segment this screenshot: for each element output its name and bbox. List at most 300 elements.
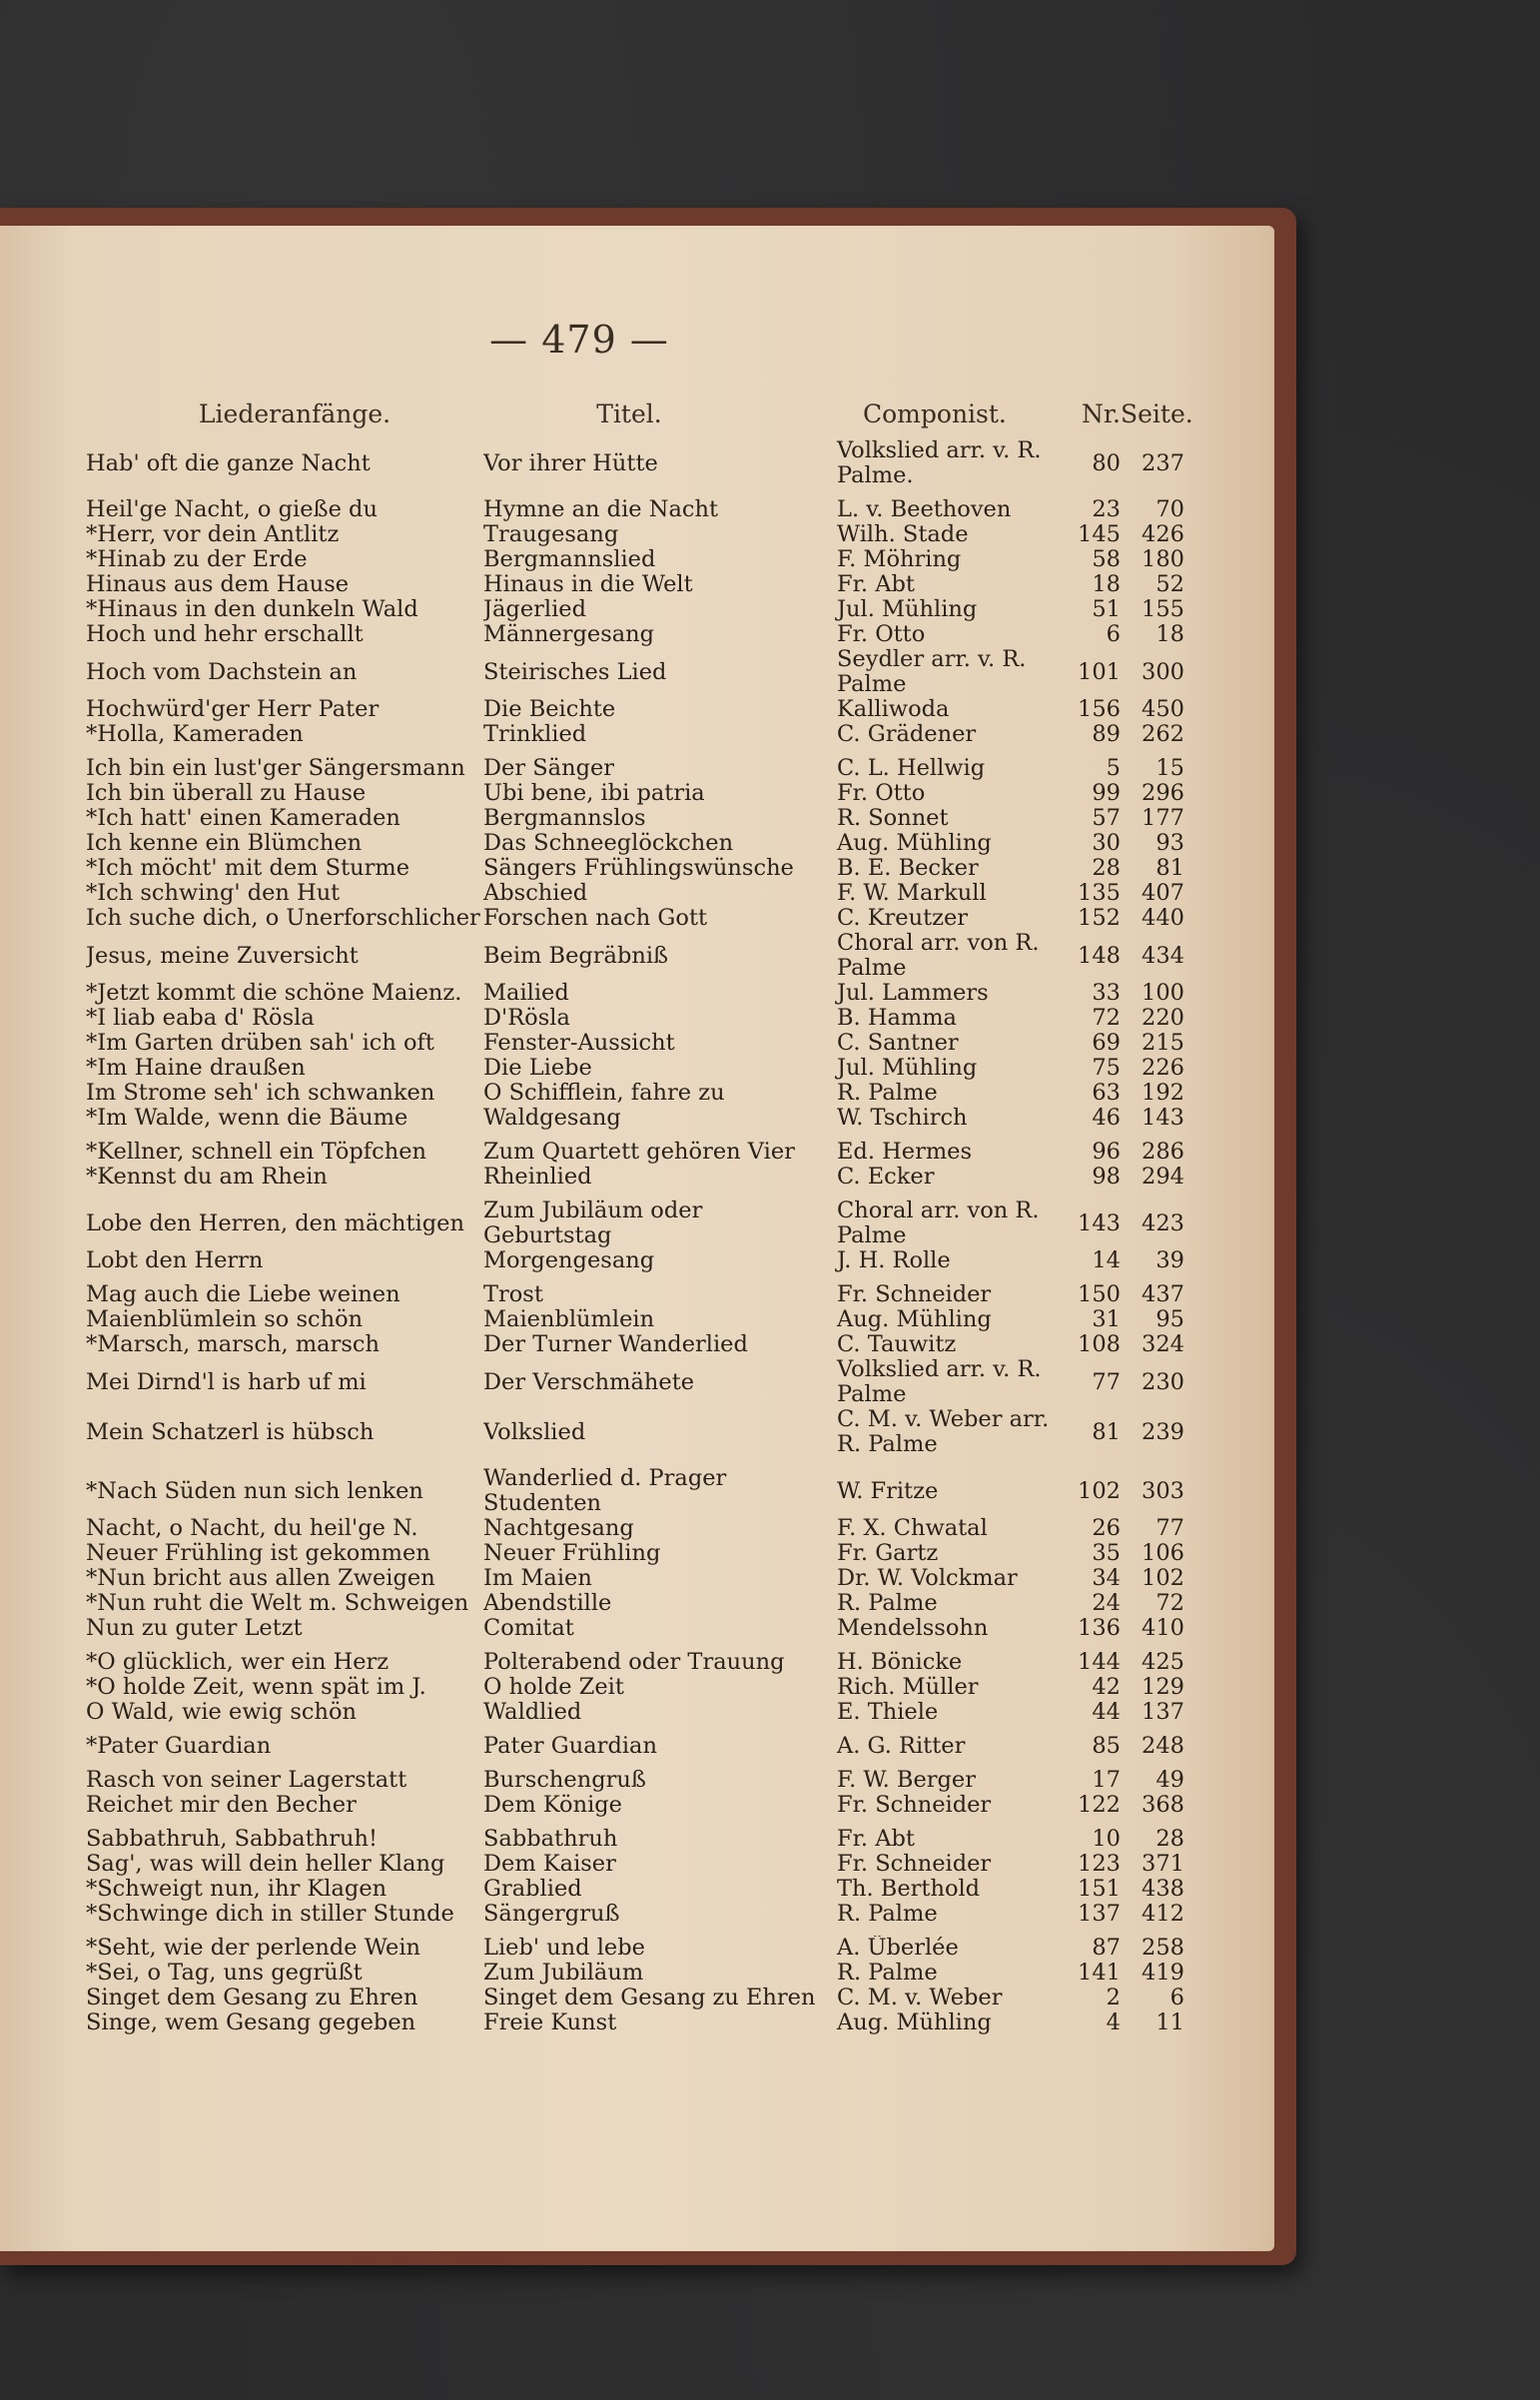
nr-cell: 31 <box>1092 1307 1121 1332</box>
table-row <box>86 622 1184 647</box>
table-row <box>86 697 1184 722</box>
table-row <box>86 1700 1184 1725</box>
first-line-cell: Singet dem Gesang zu Ehren <box>86 1986 418 2010</box>
title-cell: Freie Kunst <box>483 2010 617 2035</box>
title-cell: Der Sänger <box>483 756 615 781</box>
first-line-cell: Ich bin ein lust'ger Sängersmann <box>86 756 465 781</box>
table-row <box>86 1516 1184 1541</box>
nr-cell: 18 <box>1092 572 1121 597</box>
title-cell: Im Maien <box>483 1566 592 1591</box>
composer-cell: Dr. W. Volckmar <box>837 1566 1018 1591</box>
page-cell: 52 <box>1155 572 1184 597</box>
page-cell: 106 <box>1142 1541 1184 1566</box>
first-line-cell: *Kennst du am Rhein <box>86 1165 328 1190</box>
table-header <box>86 400 1193 428</box>
page-cell: 102 <box>1142 1566 1184 1591</box>
nr-cell: 135 <box>1078 881 1121 906</box>
first-line-cell: *Marsch, marsch, marsch <box>86 1332 380 1357</box>
title-cell: Neuer Frühling <box>483 1541 661 1566</box>
table-row <box>86 1006 1184 1031</box>
first-line-cell: *Jetzt kommt die schöne Maienz. <box>86 981 462 1006</box>
composer-cell: R. Palme <box>837 1081 938 1106</box>
composer-cell: Fr. Schneider <box>837 1852 992 1877</box>
page-cell: 6 <box>1169 1986 1184 2010</box>
page-cell: 425 <box>1142 1650 1184 1675</box>
composer-cell: Aug. Mühling <box>837 2010 992 2035</box>
page-cell: 437 <box>1142 1282 1184 1307</box>
page-cell: 49 <box>1155 1768 1184 1793</box>
title-cell: Burschengruß <box>483 1768 646 1793</box>
composer-cell: H. Bönicke <box>837 1650 963 1675</box>
composer-cell: Kalliwoda <box>837 697 950 722</box>
title-cell: Polterabend oder Trauung <box>483 1650 785 1675</box>
page-cell: 95 <box>1155 1307 1184 1332</box>
composer-cell: E. Thiele <box>837 1700 939 1725</box>
table-row <box>86 981 1184 1006</box>
composer-cell: Wilh. Stade <box>837 522 969 547</box>
page-cell: 93 <box>1155 831 1184 856</box>
nr-cell: 51 <box>1092 597 1121 622</box>
header-page: Seite. <box>1121 400 1193 428</box>
page-cell: 262 <box>1142 722 1184 747</box>
title-cell: Hinaus in die Welt <box>483 572 693 597</box>
first-line-cell: Hoch vom Dachstein an <box>86 659 358 685</box>
page-number: — 479 — <box>489 318 669 362</box>
composer-cell: R. Palme <box>837 1902 938 1927</box>
table-row <box>86 722 1184 747</box>
first-line-cell: Rasch von seiner Lagerstatt <box>86 1768 407 1793</box>
table-row <box>86 1591 1184 1616</box>
nr-cell: 96 <box>1092 1140 1121 1165</box>
nr-cell: 122 <box>1078 1793 1121 1818</box>
nr-cell: 14 <box>1092 1248 1121 1273</box>
composer-cell: F. W. Berger <box>837 1768 976 1793</box>
nr-cell: 33 <box>1092 981 1121 1006</box>
title-cell: Beim Begräbniß <box>483 943 669 969</box>
table-row <box>86 597 1184 622</box>
title-cell: Bergmannslied <box>483 547 656 572</box>
table-row <box>86 1332 1184 1357</box>
page-cell: 192 <box>1142 1081 1184 1106</box>
first-line-cell: *Ich hatt' einen Kameraden <box>86 806 400 831</box>
table-row <box>86 1902 1184 1927</box>
composer-cell: Jul. Mühling <box>837 1056 978 1081</box>
composer-cell: B. E. Becker <box>837 856 979 881</box>
page-cell: 410 <box>1142 1616 1184 1641</box>
composer-cell: Th. Berthold <box>837 1877 981 1902</box>
table-row <box>86 1986 1184 2010</box>
composer-cell: Aug. Mühling <box>837 831 992 856</box>
table-row <box>86 1140 1184 1165</box>
composer-cell: Jul. Mühling <box>837 597 978 622</box>
composer-cell: Choral arr. von R. Palme <box>837 1199 1040 1248</box>
page-cell: 324 <box>1142 1332 1184 1357</box>
composer-cell: Rich. Müller <box>837 1675 979 1700</box>
first-line-cell: *Holla, Kameraden <box>86 722 304 747</box>
table-row <box>86 1541 1184 1566</box>
page-cell: 72 <box>1155 1591 1184 1616</box>
first-line-cell: Maienblümlein so schön <box>86 1307 364 1332</box>
composer-cell: A. G. Ritter <box>837 1734 966 1759</box>
table-row <box>86 781 1184 806</box>
title-cell: Zum Jubiläum oder Geburtstag <box>483 1199 703 1248</box>
table-row <box>86 1199 1184 1248</box>
title-cell: O holde Zeit <box>483 1675 624 1700</box>
title-cell: Steirisches Lied <box>483 659 667 685</box>
nr-cell: 156 <box>1078 697 1121 722</box>
page-cell: 286 <box>1142 1140 1184 1165</box>
page-cell: 239 <box>1142 1419 1184 1445</box>
page-cell: 129 <box>1142 1675 1184 1700</box>
first-line-cell: *Im Walde, wenn die Bäume <box>86 1106 408 1131</box>
title-cell: Grablied <box>483 1877 582 1902</box>
table-row <box>86 1407 1184 1457</box>
title-cell: Maienblümlein <box>483 1307 655 1332</box>
title-cell: Lieb' und lebe <box>483 1936 645 1961</box>
first-line-cell: Lobe den Herren, den mächtigen <box>86 1210 464 1236</box>
first-line-cell: *O glücklich, wer ein Herz <box>86 1650 389 1675</box>
first-line-cell: *Sei, o Tag, uns gegrüßt <box>86 1961 363 1986</box>
page-cell: 11 <box>1155 2010 1184 2035</box>
composer-cell: C. Kreutzer <box>837 906 969 931</box>
nr-cell: 34 <box>1092 1566 1121 1591</box>
composer-cell: C. Grädener <box>837 722 977 747</box>
table-row <box>86 756 1184 781</box>
first-line-cell: Ich kenne ein Blümchen <box>86 831 363 856</box>
title-cell: Wanderlied d. Prager Studenten <box>483 1466 727 1516</box>
table-row <box>86 1877 1184 1902</box>
nr-cell: 58 <box>1092 547 1121 572</box>
composer-cell: Volkslied arr. v. R. Palme <box>837 1357 1042 1407</box>
title-cell: Sabbathruh <box>483 1827 618 1852</box>
page-cell: 300 <box>1142 659 1184 685</box>
first-line-cell: *Schweigt nun, ihr Klagen <box>86 1877 387 1902</box>
table-row <box>86 1793 1184 1818</box>
composer-cell: Fr. Schneider <box>837 1793 992 1818</box>
composer-cell: A. Überlée <box>837 1936 959 1961</box>
table-row <box>86 1307 1184 1332</box>
nr-cell: 2 <box>1106 1986 1121 2010</box>
page-cell: 419 <box>1142 1961 1184 1986</box>
title-cell: Zum Quartett gehören Vier <box>483 1140 795 1165</box>
composer-cell: C. M. v. Weber arr. R. Palme <box>837 1407 1050 1457</box>
title-cell: Forschen nach Gott <box>483 906 708 931</box>
table-row <box>86 806 1184 831</box>
nr-cell: 17 <box>1092 1768 1121 1793</box>
nr-cell: 108 <box>1078 1332 1121 1357</box>
table-row <box>86 931 1184 981</box>
page-cell: 137 <box>1142 1700 1184 1725</box>
title-cell: Sängergruß <box>483 1902 620 1927</box>
composer-cell: F. Möhring <box>837 547 962 572</box>
nr-cell: 72 <box>1092 1006 1121 1031</box>
page-cell: 438 <box>1142 1877 1184 1902</box>
title-cell: Traugesang <box>483 522 619 547</box>
table-row <box>86 831 1184 856</box>
first-line-cell: *Nach Süden nun sich lenken <box>86 1478 423 1504</box>
composer-cell: R. Palme <box>837 1961 938 1986</box>
nr-cell: 150 <box>1078 1282 1121 1307</box>
table-row <box>86 856 1184 881</box>
table-row <box>86 1675 1184 1700</box>
table-row <box>86 1248 1184 1273</box>
page-cell: 423 <box>1142 1210 1184 1236</box>
first-line-cell: Hab' oft die ganze Nacht <box>86 450 371 476</box>
first-line-cell: Nun zu guter Letzt <box>86 1616 303 1641</box>
first-line-cell: Lobt den Herrn <box>86 1248 264 1273</box>
nr-cell: 87 <box>1092 1936 1121 1961</box>
table-row <box>86 1165 1184 1190</box>
page-cell: 450 <box>1142 697 1184 722</box>
first-line-cell: Ich suche dich, o Unerforschlicher <box>86 906 480 931</box>
composer-cell: R. Sonnet <box>837 806 949 831</box>
title-cell: Der Turner Wanderlied <box>483 1332 748 1357</box>
table-row <box>86 1081 1184 1106</box>
title-cell: Volkslied <box>483 1419 586 1445</box>
page-cell: 434 <box>1142 943 1184 969</box>
composer-cell: Fr. Otto <box>837 781 926 806</box>
nr-cell: 4 <box>1106 2010 1121 2035</box>
composer-cell: F. X. Chwatal <box>837 1516 988 1541</box>
composer-cell: W. Tschirch <box>837 1106 968 1131</box>
nr-cell: 85 <box>1092 1734 1121 1759</box>
nr-cell: 89 <box>1092 722 1121 747</box>
first-line-cell: Jesus, meine Zuversicht <box>86 943 359 969</box>
table-row <box>86 1650 1184 1675</box>
first-line-cell: Hochwürd'ger Herr Pater <box>86 697 380 722</box>
nr-cell: 101 <box>1078 659 1121 685</box>
composer-cell: Seydler arr. v. R. Palme <box>837 647 1027 697</box>
page-cell: 77 <box>1155 1516 1184 1541</box>
table-row <box>86 1106 1184 1131</box>
page-cell: 100 <box>1142 981 1184 1006</box>
header-nr: Nr. <box>1081 400 1121 428</box>
table-row <box>86 497 1184 522</box>
first-line-cell: Hinaus aus dem Hause <box>86 572 350 597</box>
nr-cell: 24 <box>1092 1591 1121 1616</box>
composer-cell: W. Fritze <box>837 1478 939 1504</box>
nr-cell: 148 <box>1078 943 1121 969</box>
page-cell: 440 <box>1142 906 1184 931</box>
table-row <box>86 647 1184 697</box>
first-line-cell: O Wald, wie ewig schön <box>86 1700 358 1725</box>
first-line-cell: *Schwinge dich in stiller Stunde <box>86 1902 454 1927</box>
title-cell: Das Schneeglöckchen <box>483 831 734 856</box>
page-cell: 294 <box>1142 1165 1184 1190</box>
first-line-cell: Mei Dirnd'l is harb uf mi <box>86 1369 367 1395</box>
table-row <box>86 1734 1184 1759</box>
table-row <box>86 906 1184 931</box>
table-row <box>86 572 1184 597</box>
table-row <box>86 438 1184 488</box>
composer-cell: Mendelssohn <box>837 1616 989 1641</box>
nr-cell: 69 <box>1092 1031 1121 1056</box>
title-cell: Rheinlied <box>483 1165 592 1190</box>
nr-cell: 46 <box>1092 1106 1121 1131</box>
first-line-cell: *O holde Zeit, wenn spät im J. <box>86 1675 426 1700</box>
first-line-cell: Sabbathruh, Sabbathruh! <box>86 1827 378 1852</box>
title-cell: O Schifflein, fahre zu <box>483 1081 725 1106</box>
title-cell: Die Liebe <box>483 1056 592 1081</box>
nr-cell: 42 <box>1092 1675 1121 1700</box>
first-line-cell: *Nun ruht die Welt m. Schweigen <box>86 1591 469 1616</box>
nr-cell: 77 <box>1092 1369 1121 1395</box>
composer-cell: B. Hamma <box>837 1006 957 1031</box>
nr-cell: 80 <box>1092 450 1121 476</box>
composer-cell: L. v. Beethoven <box>837 497 1012 522</box>
composer-cell: Fr. Gartz <box>837 1541 939 1566</box>
page-cell: 368 <box>1142 1793 1184 1818</box>
page-cell: 215 <box>1142 1031 1184 1056</box>
title-cell: Trost <box>483 1282 543 1307</box>
title-cell: Abendstille <box>483 1591 612 1616</box>
header-title: Titel. <box>596 400 662 428</box>
table-row <box>86 522 1184 547</box>
composer-cell: C. Tauwitz <box>837 1332 957 1357</box>
title-cell: Singet dem Gesang zu Ehren <box>483 1986 816 2010</box>
table-row <box>86 1961 1184 1986</box>
page-cell: 18 <box>1155 622 1184 647</box>
title-cell: Pater Guardian <box>483 1734 657 1759</box>
title-cell: Morgengesang <box>483 1248 655 1273</box>
composer-cell: F. W. Markull <box>837 881 987 906</box>
table-row <box>86 1357 1184 1407</box>
nr-cell: 44 <box>1092 1700 1121 1725</box>
table-row <box>86 547 1184 572</box>
page-cell: 70 <box>1155 497 1184 522</box>
first-line-cell: *Seht, wie der perlende Wein <box>86 1936 421 1961</box>
composer-cell: Fr. Abt <box>837 1827 915 1852</box>
nr-cell: 57 <box>1092 806 1121 831</box>
page-cell: 28 <box>1155 1827 1184 1852</box>
composer-cell: Fr. Abt <box>837 572 915 597</box>
table-row <box>86 1031 1184 1056</box>
title-cell: Waldgesang <box>483 1106 621 1131</box>
title-cell: Waldlied <box>483 1700 582 1725</box>
nr-cell: 30 <box>1092 831 1121 856</box>
table-row <box>86 2010 1184 2035</box>
nr-cell: 35 <box>1092 1541 1121 1566</box>
composer-cell: C. Ecker <box>837 1165 935 1190</box>
first-line-cell: *Nun bricht aus allen Zweigen <box>86 1566 435 1591</box>
page-cell: 296 <box>1142 781 1184 806</box>
title-cell: Dem Kaiser <box>483 1852 616 1877</box>
song-index-table <box>86 400 1193 2035</box>
nr-cell: 141 <box>1078 1961 1121 1986</box>
page-cell: 220 <box>1142 1006 1184 1031</box>
title-cell: Mailied <box>483 981 569 1006</box>
nr-cell: 5 <box>1106 756 1121 781</box>
title-cell: Die Beichte <box>483 697 616 722</box>
first-line-cell: Mag auch die Liebe weinen <box>86 1282 400 1307</box>
table-row <box>86 1768 1184 1793</box>
title-cell: Comitat <box>483 1616 574 1641</box>
first-line-cell: *Pater Guardian <box>86 1734 272 1759</box>
nr-cell: 102 <box>1078 1478 1121 1504</box>
nr-cell: 123 <box>1078 1852 1121 1877</box>
title-cell: Jägerlied <box>483 597 587 622</box>
composer-cell: Fr. Otto <box>837 622 926 647</box>
page-cell: 143 <box>1142 1106 1184 1131</box>
first-line-cell: Neuer Frühling ist gekommen <box>86 1541 430 1566</box>
title-cell: Abschied <box>483 881 588 906</box>
title-cell: Männergesang <box>483 622 655 647</box>
title-cell: Trinklied <box>483 722 587 747</box>
page-cell: 237 <box>1142 450 1184 476</box>
table-row <box>86 1936 1184 1961</box>
nr-cell: 81 <box>1092 1419 1121 1445</box>
first-line-cell: *Im Haine draußen <box>86 1056 306 1081</box>
title-cell: Nachtgesang <box>483 1516 634 1541</box>
first-line-cell: *I liab eaba d' Rösla <box>86 1006 315 1031</box>
first-line-cell: *Kellner, schnell ein Töpfchen <box>86 1140 427 1165</box>
page-cell: 303 <box>1142 1478 1184 1504</box>
composer-cell: C. M. v. Weber <box>837 1986 1003 2010</box>
page-cell: 155 <box>1142 597 1184 622</box>
table-row <box>86 1566 1184 1591</box>
first-line-cell: *Im Garten drüben sah' ich oft <box>86 1031 434 1056</box>
title-cell: Dem Könige <box>483 1793 622 1818</box>
first-line-cell: Mein Schatzerl is hübsch <box>86 1419 375 1445</box>
nr-cell: 143 <box>1078 1210 1121 1236</box>
page-cell: 39 <box>1155 1248 1184 1273</box>
nr-cell: 136 <box>1078 1616 1121 1641</box>
page-cell: 180 <box>1142 547 1184 572</box>
page-cell: 248 <box>1142 1734 1184 1759</box>
page-cell: 230 <box>1142 1369 1184 1395</box>
nr-cell: 99 <box>1092 781 1121 806</box>
header-composer: Componist. <box>863 400 1007 428</box>
nr-cell: 151 <box>1078 1877 1121 1902</box>
first-line-cell: Reichet mir den Becher <box>86 1793 357 1818</box>
composer-cell: Choral arr. von R. Palme <box>837 931 1040 981</box>
first-line-cell: *Hinab zu der Erde <box>86 547 308 572</box>
composer-cell: Fr. Schneider <box>837 1282 992 1307</box>
nr-cell: 6 <box>1106 622 1121 647</box>
first-line-cell: Sag', was will dein heller Klang <box>86 1852 445 1877</box>
first-line-cell: Singe, wem Gesang gegeben <box>86 2010 416 2035</box>
page-cell: 81 <box>1155 856 1184 881</box>
page-cell: 226 <box>1142 1056 1184 1081</box>
composer-cell: J. H. Rolle <box>837 1248 951 1273</box>
table-row <box>86 1466 1184 1516</box>
title-cell: Hymne an die Nacht <box>483 497 718 522</box>
page-cell: 412 <box>1142 1902 1184 1927</box>
nr-cell: 145 <box>1078 522 1121 547</box>
header-first-line: Liederanfänge. <box>198 400 391 428</box>
nr-cell: 26 <box>1092 1516 1121 1541</box>
title-cell: D'Rösla <box>483 1006 570 1031</box>
nr-cell: 10 <box>1092 1827 1121 1852</box>
page-cell: 407 <box>1142 881 1184 906</box>
nr-cell: 28 <box>1092 856 1121 881</box>
first-line-cell: Heil'ge Nacht, o gieße du <box>86 497 378 522</box>
page-cell: 371 <box>1142 1852 1184 1877</box>
composer-cell: Volkslied arr. v. R. Palme. <box>837 438 1042 488</box>
table-row <box>86 1056 1184 1081</box>
first-line-cell: Ich bin überall zu Hause <box>86 781 367 806</box>
composer-cell: Jul. Lammers <box>837 981 989 1006</box>
table-row <box>86 1282 1184 1307</box>
first-line-cell: *Hinaus in den dunkeln Wald <box>86 597 418 622</box>
composer-cell: Aug. Mühling <box>837 1307 992 1332</box>
nr-cell: 23 <box>1092 497 1121 522</box>
title-cell: Ubi bene, ibi patria <box>483 781 705 806</box>
table-row <box>86 1616 1184 1641</box>
nr-cell: 152 <box>1078 906 1121 931</box>
title-cell: Sängers Frühlingswünsche <box>483 856 794 881</box>
composer-cell: R. Palme <box>837 1591 938 1616</box>
